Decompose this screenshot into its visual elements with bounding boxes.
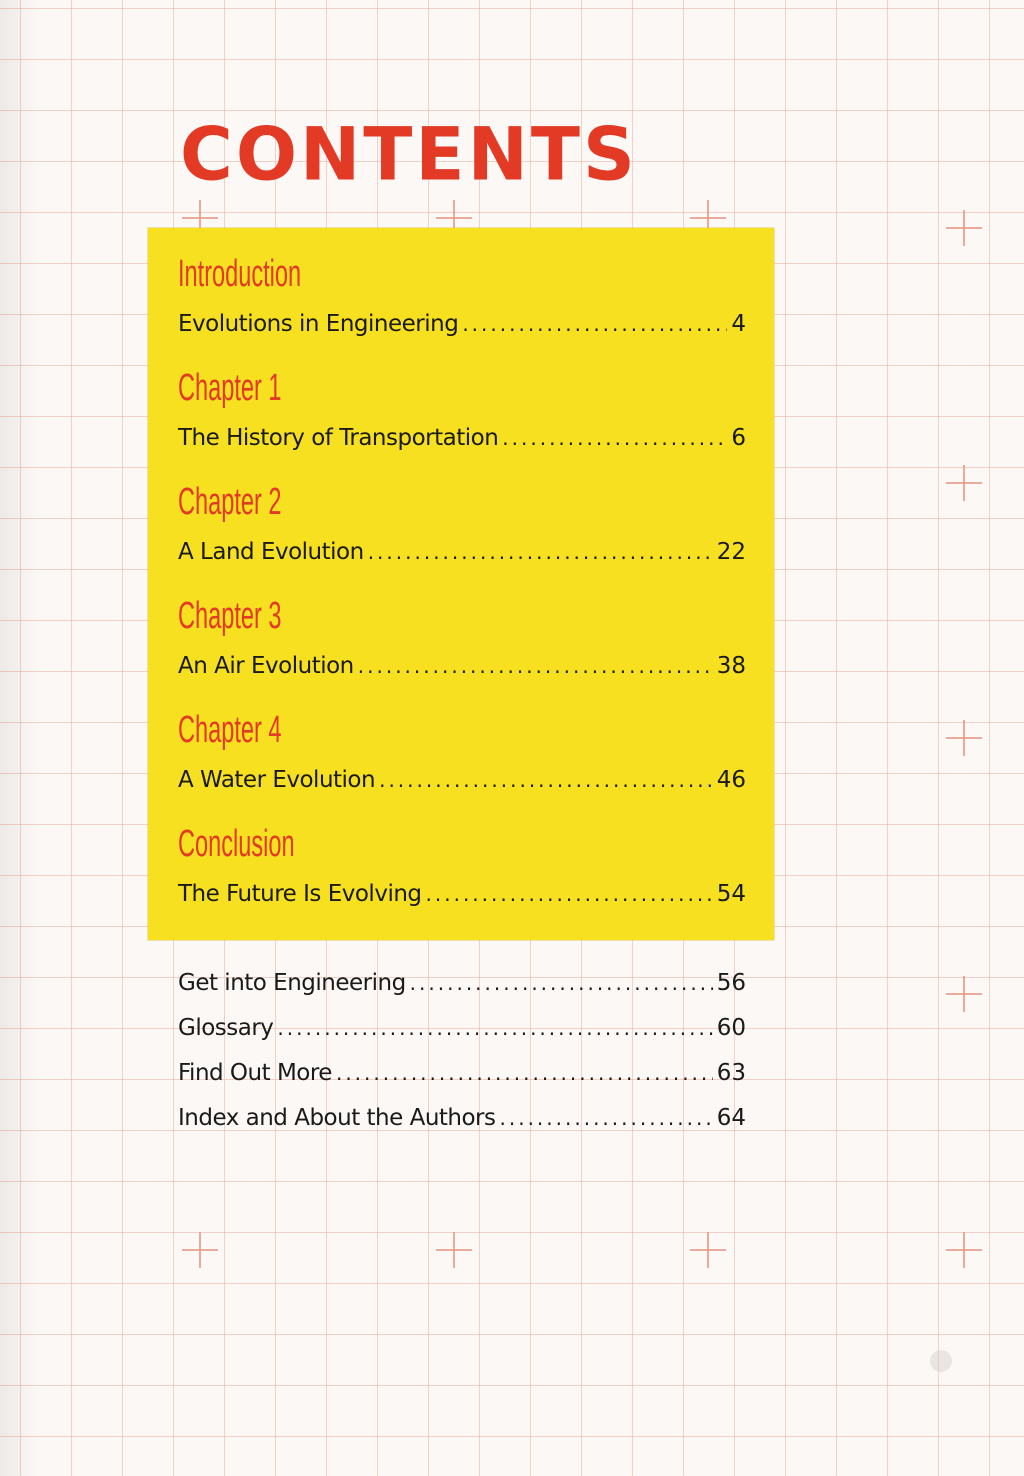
grid-crosshair [182,1232,218,1268]
dot-leader [502,428,727,448]
toc-entry[interactable] [178,769,746,792]
toc-entry-title: Glossary [178,1015,274,1041]
toc-entry-page: 60 [716,1015,746,1041]
toc-entry-title: Evolutions in Engineering [178,311,459,337]
toc-entry[interactable] [178,313,746,336]
toc-entry-title: The Future Is Evolving [178,881,422,907]
back-matter-entry[interactable] [178,1062,746,1085]
toc-entry-page: 46 [716,767,746,793]
toc-entry-title: Get into Engineering [178,970,406,996]
dot-leader [426,884,713,904]
section-heading-chapter-2: Chapter 2 [178,481,282,523]
toc-entry-title: A Water Evolution [178,767,376,793]
section-heading-introduction: Introduction [178,253,302,295]
grid-crosshair [436,1232,472,1268]
dot-leader [379,770,713,790]
dot-leader [500,1108,713,1128]
toc-entry-title: Find Out More [178,1060,332,1086]
back-matter-entry[interactable] [178,972,746,995]
grid-crosshair [690,1232,726,1268]
page-smudge [930,1350,952,1372]
toc-entry-page: 63 [716,1060,746,1086]
dot-leader [462,314,727,334]
toc-entry[interactable] [178,541,746,564]
toc-entry-page: 38 [716,653,746,679]
back-matter-entry[interactable] [178,1017,746,1040]
toc-entry-page: 6 [731,425,746,451]
page-title: CONTENTS [180,111,638,197]
grid-crosshair [946,1232,982,1268]
toc-entry-page: 22 [716,539,746,565]
section-heading-conclusion: Conclusion [178,823,295,865]
toc-entry-page: 4 [731,311,746,337]
dot-leader [410,973,713,993]
toc-entry[interactable] [178,427,746,450]
toc-entry-page: 56 [716,970,746,996]
back-matter-entry[interactable] [178,1107,746,1130]
toc-entry-title: The History of Transportation [178,425,499,451]
toc-entry-page: 64 [716,1105,746,1131]
section-heading-chapter-3: Chapter 3 [178,595,282,637]
grid-crosshair [946,720,982,756]
dot-leader [358,656,713,676]
dot-leader [336,1063,713,1083]
toc-entry-title: Index and About the Authors [178,1105,496,1131]
grid-crosshair [946,465,982,501]
page-binding-shadow [0,0,40,1476]
toc-entry[interactable] [178,655,746,678]
dot-leader [277,1018,712,1038]
section-heading-chapter-4: Chapter 4 [178,709,282,751]
section-heading-chapter-1: Chapter 1 [178,367,282,409]
toc-entry-title: A Land Evolution [178,539,364,565]
toc-entry-title: An Air Evolution [178,653,354,679]
dot-leader [368,542,713,562]
toc-entry[interactable] [178,883,746,906]
grid-crosshair [946,976,982,1012]
grid-crosshair [946,210,982,246]
toc-entry-page: 54 [716,881,746,907]
